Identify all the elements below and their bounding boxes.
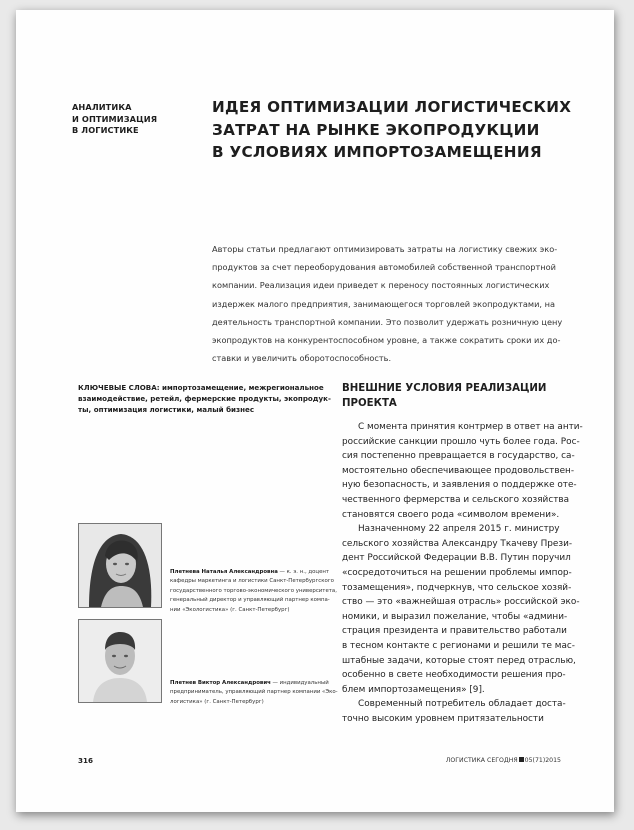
author-bio [170, 679, 338, 707]
running-footer [446, 757, 561, 764]
body-line: дент Российской Федерации В.В. Путин поручил [342, 553, 571, 564]
section-line: АНАЛИТИКА [72, 102, 132, 112]
body-text [342, 420, 590, 726]
heading-line: ВНЕШНИЕ УСЛОВИЯ РЕАЛИЗАЦИИ [342, 383, 547, 394]
bio-line: кафедры маркетинга и логистики Санкт-Петербургского [170, 578, 334, 585]
abstract-line: издержек малого предприятия, занимающегося торговлей экопродуктами, на [212, 298, 555, 309]
body-line: блем импортозамещения» [9]. [342, 684, 485, 695]
journal-name: ЛОГИСТИКА СЕГОДНЯ [445, 757, 518, 764]
bio-line: нии «Экологистика» (г. Санкт-Петербург) [170, 606, 290, 613]
body-line: тозамещения», подчеркнув, что сельское хозяй- [342, 582, 572, 593]
body-line: ную безопасность, и заявления о поддержке оте- [342, 480, 577, 491]
abstract-line: ставки и увеличить оборотоспособность. [212, 353, 392, 364]
bio-line: государственного торгово-экономического университета, [170, 587, 337, 594]
author-photo-female [78, 523, 162, 608]
body-line: в тесном контакте с регионами и решили те мас- [342, 640, 576, 651]
body-line: С момента принятия контрмер в ответ на анти- [358, 422, 583, 432]
square-bullet-icon [519, 757, 524, 762]
issue-number: 05(71)2015 [524, 757, 561, 764]
keywords [78, 382, 331, 416]
keywords-line: ты, оптимизация логистики, малый бизнес [78, 405, 255, 415]
abstract-line: экопродуктов на конкурентоспособном уровне, а также сократить сроки их до- [212, 335, 561, 346]
section-line: И ОПТИМИЗАЦИЯ [72, 113, 158, 124]
body-line: страция президента и правительство работали [342, 626, 567, 637]
body-line: номики, и выразил пожелание, чтобы «админи- [342, 611, 568, 622]
body-line: ство — это «важнейшая отрасль» российской эко- [342, 597, 580, 608]
heading-line: ПРОЕКТА [342, 397, 397, 409]
abstract [212, 240, 584, 367]
article-title [212, 96, 572, 164]
keywords-line: взаимодействие, ретейл, фермерские продукты, экопродук- [78, 394, 331, 404]
bio-line: логистика» (г. Санкт-Петербург) [170, 698, 264, 705]
body-line: становятся своего рода «символом времени». [342, 509, 560, 520]
body-line: сия постепенно превращается в государство, са- [342, 451, 575, 462]
bio-line: предприниматель, управляющий партнер компании «Эко- [170, 689, 338, 696]
keywords-line: КЛЮЧЕВЫЕ СЛОВА: импортозамещение, межрегиональное [78, 383, 324, 392]
body-line: сельского хозяйства Александру Ткачеву Прези- [342, 538, 573, 549]
body-line: чественного фермерства и сельского хозяйства [342, 494, 570, 505]
bio-text: — индивидуальный [270, 680, 329, 686]
title-line: ИДЕЯ ОПТИМИЗАЦИИ ЛОГИСТИЧЕСКИХ [212, 98, 572, 116]
section-line: В ЛОГИСТИКЕ [72, 125, 139, 135]
bio-line: генеральный директор и управляющий партнер компа- [170, 597, 330, 604]
page-number: 316 [78, 756, 94, 765]
body-line: Назначенному 22 апреля 2015 г. министру [358, 524, 560, 535]
journal-page [16, 10, 614, 812]
bio-text: — к. э. н., доцент [277, 569, 330, 575]
body-line: российские санкции прошло чуть более года. Рос- [342, 436, 580, 447]
bio-line [170, 568, 328, 577]
body-line: особенно в свете необходимости решения про- [342, 670, 566, 681]
bio-line [170, 679, 328, 688]
author-name: Плетнева Наталья Александровна [170, 569, 278, 575]
title-line: ЗАТРАТ НА РЫНКЕ ЭКОПРОДУКЦИИ [212, 120, 540, 139]
body-line: Современный потребитель обладает доста- [358, 699, 566, 710]
abstract-line: деятельность транспортной компании. Это позволит удержать розничную цену [212, 316, 563, 327]
body-line: штабные задачи, которые стоят перед отраслью, [342, 655, 576, 666]
abstract-line: продуктов за счет переоборудования автомобилей собственной транспортной [212, 262, 556, 273]
author-photo-male [78, 619, 162, 703]
author-bio [170, 568, 337, 615]
abstract-line: Авторы статьи предлагают оптимизировать затраты на логистику свежих эко- [212, 244, 558, 254]
body-line: «сосредоточиться на решении проблемы импор- [342, 567, 572, 578]
section-label [72, 102, 192, 137]
title-line: В УСЛОВИЯХ ИМПОРТОЗАМЕЩЕНИЯ [212, 143, 542, 161]
author-name: Плетнев Виктор Александрович [170, 680, 271, 686]
section-heading [342, 382, 582, 411]
body-line: мостоятельно обеспечивающее продовольствен- [342, 465, 575, 476]
body-line: точно высоким уровнем притязательности [342, 713, 544, 724]
abstract-line: компании. Реализация идеи приведет к переносу постоянных логистических [212, 280, 550, 291]
